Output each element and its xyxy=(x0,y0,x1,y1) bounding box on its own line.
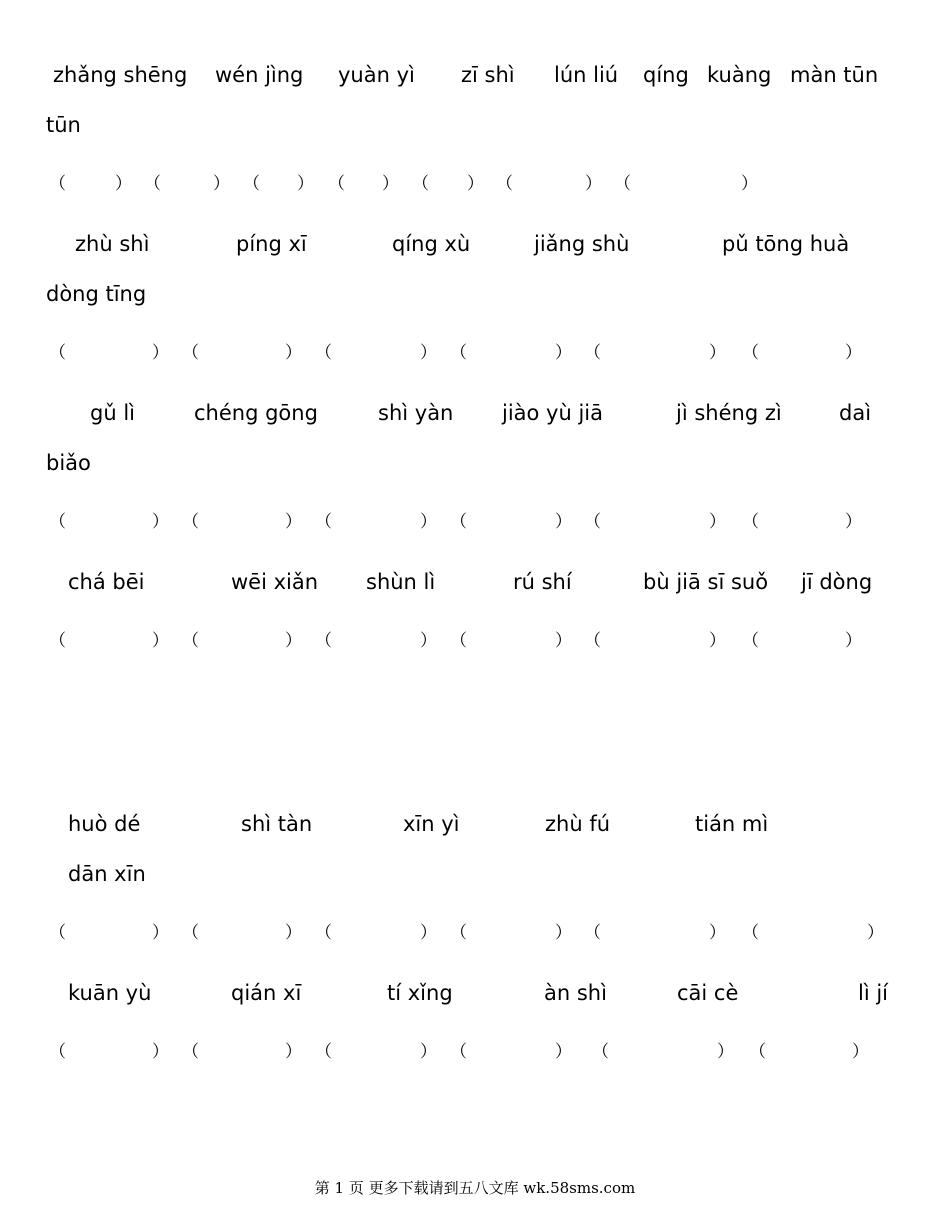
pinyin-word: huò dé xyxy=(68,812,141,836)
pinyin-word: dòng tīng xyxy=(46,282,147,306)
bracket-close: ） xyxy=(213,174,230,194)
bracket-open: （ xyxy=(315,631,332,651)
bracket-open: （ xyxy=(584,923,601,943)
pinyin-word: tián mì xyxy=(695,812,769,836)
bracket-close: ） xyxy=(152,512,169,532)
bracket-open: （ xyxy=(742,923,759,943)
bracket-open: （ xyxy=(328,174,345,194)
bracket-open: （ xyxy=(49,174,66,194)
pinyin-word: jiǎng shù xyxy=(534,232,630,256)
bracket-open: （ xyxy=(315,343,332,363)
bracket-close: ） xyxy=(709,343,726,363)
bracket-close: ） xyxy=(420,923,437,943)
bracket-close: ） xyxy=(709,923,726,943)
bracket-close: ） xyxy=(717,1042,734,1062)
bracket-open: （ xyxy=(742,343,759,363)
bracket-close: ） xyxy=(585,174,602,194)
pinyin-word: qíng xyxy=(643,63,689,87)
bracket-close: ） xyxy=(285,923,302,943)
pinyin-word: dān xīn xyxy=(68,862,146,886)
pinyin-word: màn tūn xyxy=(790,63,879,87)
page-footer: 第 1 页 更多下载请到五八文库 wk.58sms.com xyxy=(314,1179,636,1197)
pinyin-word: tūn xyxy=(46,113,81,137)
pinyin-word: àn shì xyxy=(544,981,607,1005)
bracket-close: ） xyxy=(867,923,884,943)
pinyin-word: shùn lì xyxy=(366,570,436,594)
pinyin-word: lún liú xyxy=(554,63,619,87)
bracket-open: （ xyxy=(182,923,199,943)
pinyin-word: wén jìng xyxy=(215,63,304,87)
pinyin-word: xīn yì xyxy=(403,812,460,836)
pinyin-word: wēi xiǎn xyxy=(231,570,319,594)
bracket-open: （ xyxy=(584,343,601,363)
pinyin-word: yuàn yì xyxy=(338,63,415,87)
pinyin-word: zhǎng shēng xyxy=(53,63,188,87)
bracket-open: （ xyxy=(450,343,467,363)
bracket-close: ） xyxy=(420,631,437,651)
bracket-open: （ xyxy=(49,1042,66,1062)
pinyin-word: kuàng xyxy=(707,63,772,87)
pinyin-word: jī dòng xyxy=(801,570,873,594)
pinyin-word: qián xī xyxy=(231,981,302,1005)
bracket-close: ） xyxy=(555,512,572,532)
pinyin-word: pǔ tōng huà xyxy=(722,232,850,256)
bracket-close: ） xyxy=(467,174,484,194)
bracket-open: （ xyxy=(584,512,601,532)
bracket-close: ） xyxy=(555,923,572,943)
bracket-close: ） xyxy=(152,343,169,363)
pinyin-word: bù jiā sī suǒ xyxy=(643,570,769,594)
pinyin-word: jiào yù jiā xyxy=(502,401,604,425)
pinyin-word: cāi cè xyxy=(677,981,739,1005)
bracket-open: （ xyxy=(496,174,513,194)
pinyin-word: zhù shì xyxy=(75,232,150,256)
bracket-open: （ xyxy=(450,631,467,651)
bracket-open: （ xyxy=(49,343,66,363)
pinyin-word: chéng gōng xyxy=(194,401,318,425)
bracket-close: ） xyxy=(709,512,726,532)
bracket-close: ） xyxy=(152,631,169,651)
bracket-open: （ xyxy=(144,174,161,194)
bracket-close: ） xyxy=(285,343,302,363)
bracket-open: （ xyxy=(450,1042,467,1062)
pinyin-word: píng xī xyxy=(236,232,307,256)
bracket-close: ） xyxy=(420,1042,437,1062)
pinyin-word: zī shì xyxy=(461,63,515,87)
bracket-close: ） xyxy=(420,512,437,532)
bracket-close: ） xyxy=(115,174,132,194)
pinyin-word: kuān yù xyxy=(68,981,152,1005)
bracket-open: （ xyxy=(450,923,467,943)
bracket-close: ） xyxy=(152,1042,169,1062)
pinyin-word: shì yàn xyxy=(378,401,454,425)
bracket-open: （ xyxy=(742,631,759,651)
pinyin-word: tí xǐng xyxy=(387,981,453,1005)
bracket-open: （ xyxy=(315,923,332,943)
bracket-open: （ xyxy=(49,512,66,532)
bracket-close: ） xyxy=(845,631,862,651)
bracket-open: （ xyxy=(315,1042,332,1062)
bracket-close: ） xyxy=(852,1042,869,1062)
bracket-close: ） xyxy=(152,923,169,943)
pinyin-word: shì tàn xyxy=(241,812,313,836)
bracket-open: （ xyxy=(182,512,199,532)
bracket-close: ） xyxy=(297,174,314,194)
bracket-close: ） xyxy=(555,631,572,651)
bracket-open: （ xyxy=(182,631,199,651)
bracket-close: ） xyxy=(741,174,758,194)
bracket-close: ） xyxy=(845,512,862,532)
bracket-open: （ xyxy=(614,174,631,194)
bracket-close: ） xyxy=(285,631,302,651)
bracket-open: （ xyxy=(182,343,199,363)
bracket-close: ） xyxy=(285,512,302,532)
pinyin-word: gǔ lì xyxy=(90,401,135,425)
bracket-open: （ xyxy=(742,512,759,532)
bracket-open: （ xyxy=(450,512,467,532)
pinyin-word: qíng xù xyxy=(392,232,471,256)
pinyin-word: biǎo xyxy=(46,451,91,475)
bracket-close: ） xyxy=(709,631,726,651)
pinyin-word: jì shéng zì xyxy=(676,401,782,425)
bracket-close: ） xyxy=(285,1042,302,1062)
bracket-open: （ xyxy=(412,174,429,194)
pinyin-word: zhù fú xyxy=(545,812,611,836)
bracket-open: （ xyxy=(592,1042,609,1062)
bracket-open: （ xyxy=(49,631,66,651)
bracket-open: （ xyxy=(182,1042,199,1062)
bracket-close: ） xyxy=(555,343,572,363)
bracket-open: （ xyxy=(49,923,66,943)
bracket-open: （ xyxy=(315,512,332,532)
pinyin-word: lì jí xyxy=(858,981,889,1005)
pinyin-word: chá bēi xyxy=(68,570,145,594)
bracket-close: ） xyxy=(555,1042,572,1062)
bracket-open: （ xyxy=(749,1042,766,1062)
bracket-open: （ xyxy=(584,631,601,651)
bracket-close: ） xyxy=(420,343,437,363)
bracket-open: （ xyxy=(243,174,260,194)
pinyin-word: rú shí xyxy=(513,570,572,594)
pinyin-word: daì xyxy=(839,401,872,425)
bracket-close: ） xyxy=(382,174,399,194)
bracket-close: ） xyxy=(845,343,862,363)
